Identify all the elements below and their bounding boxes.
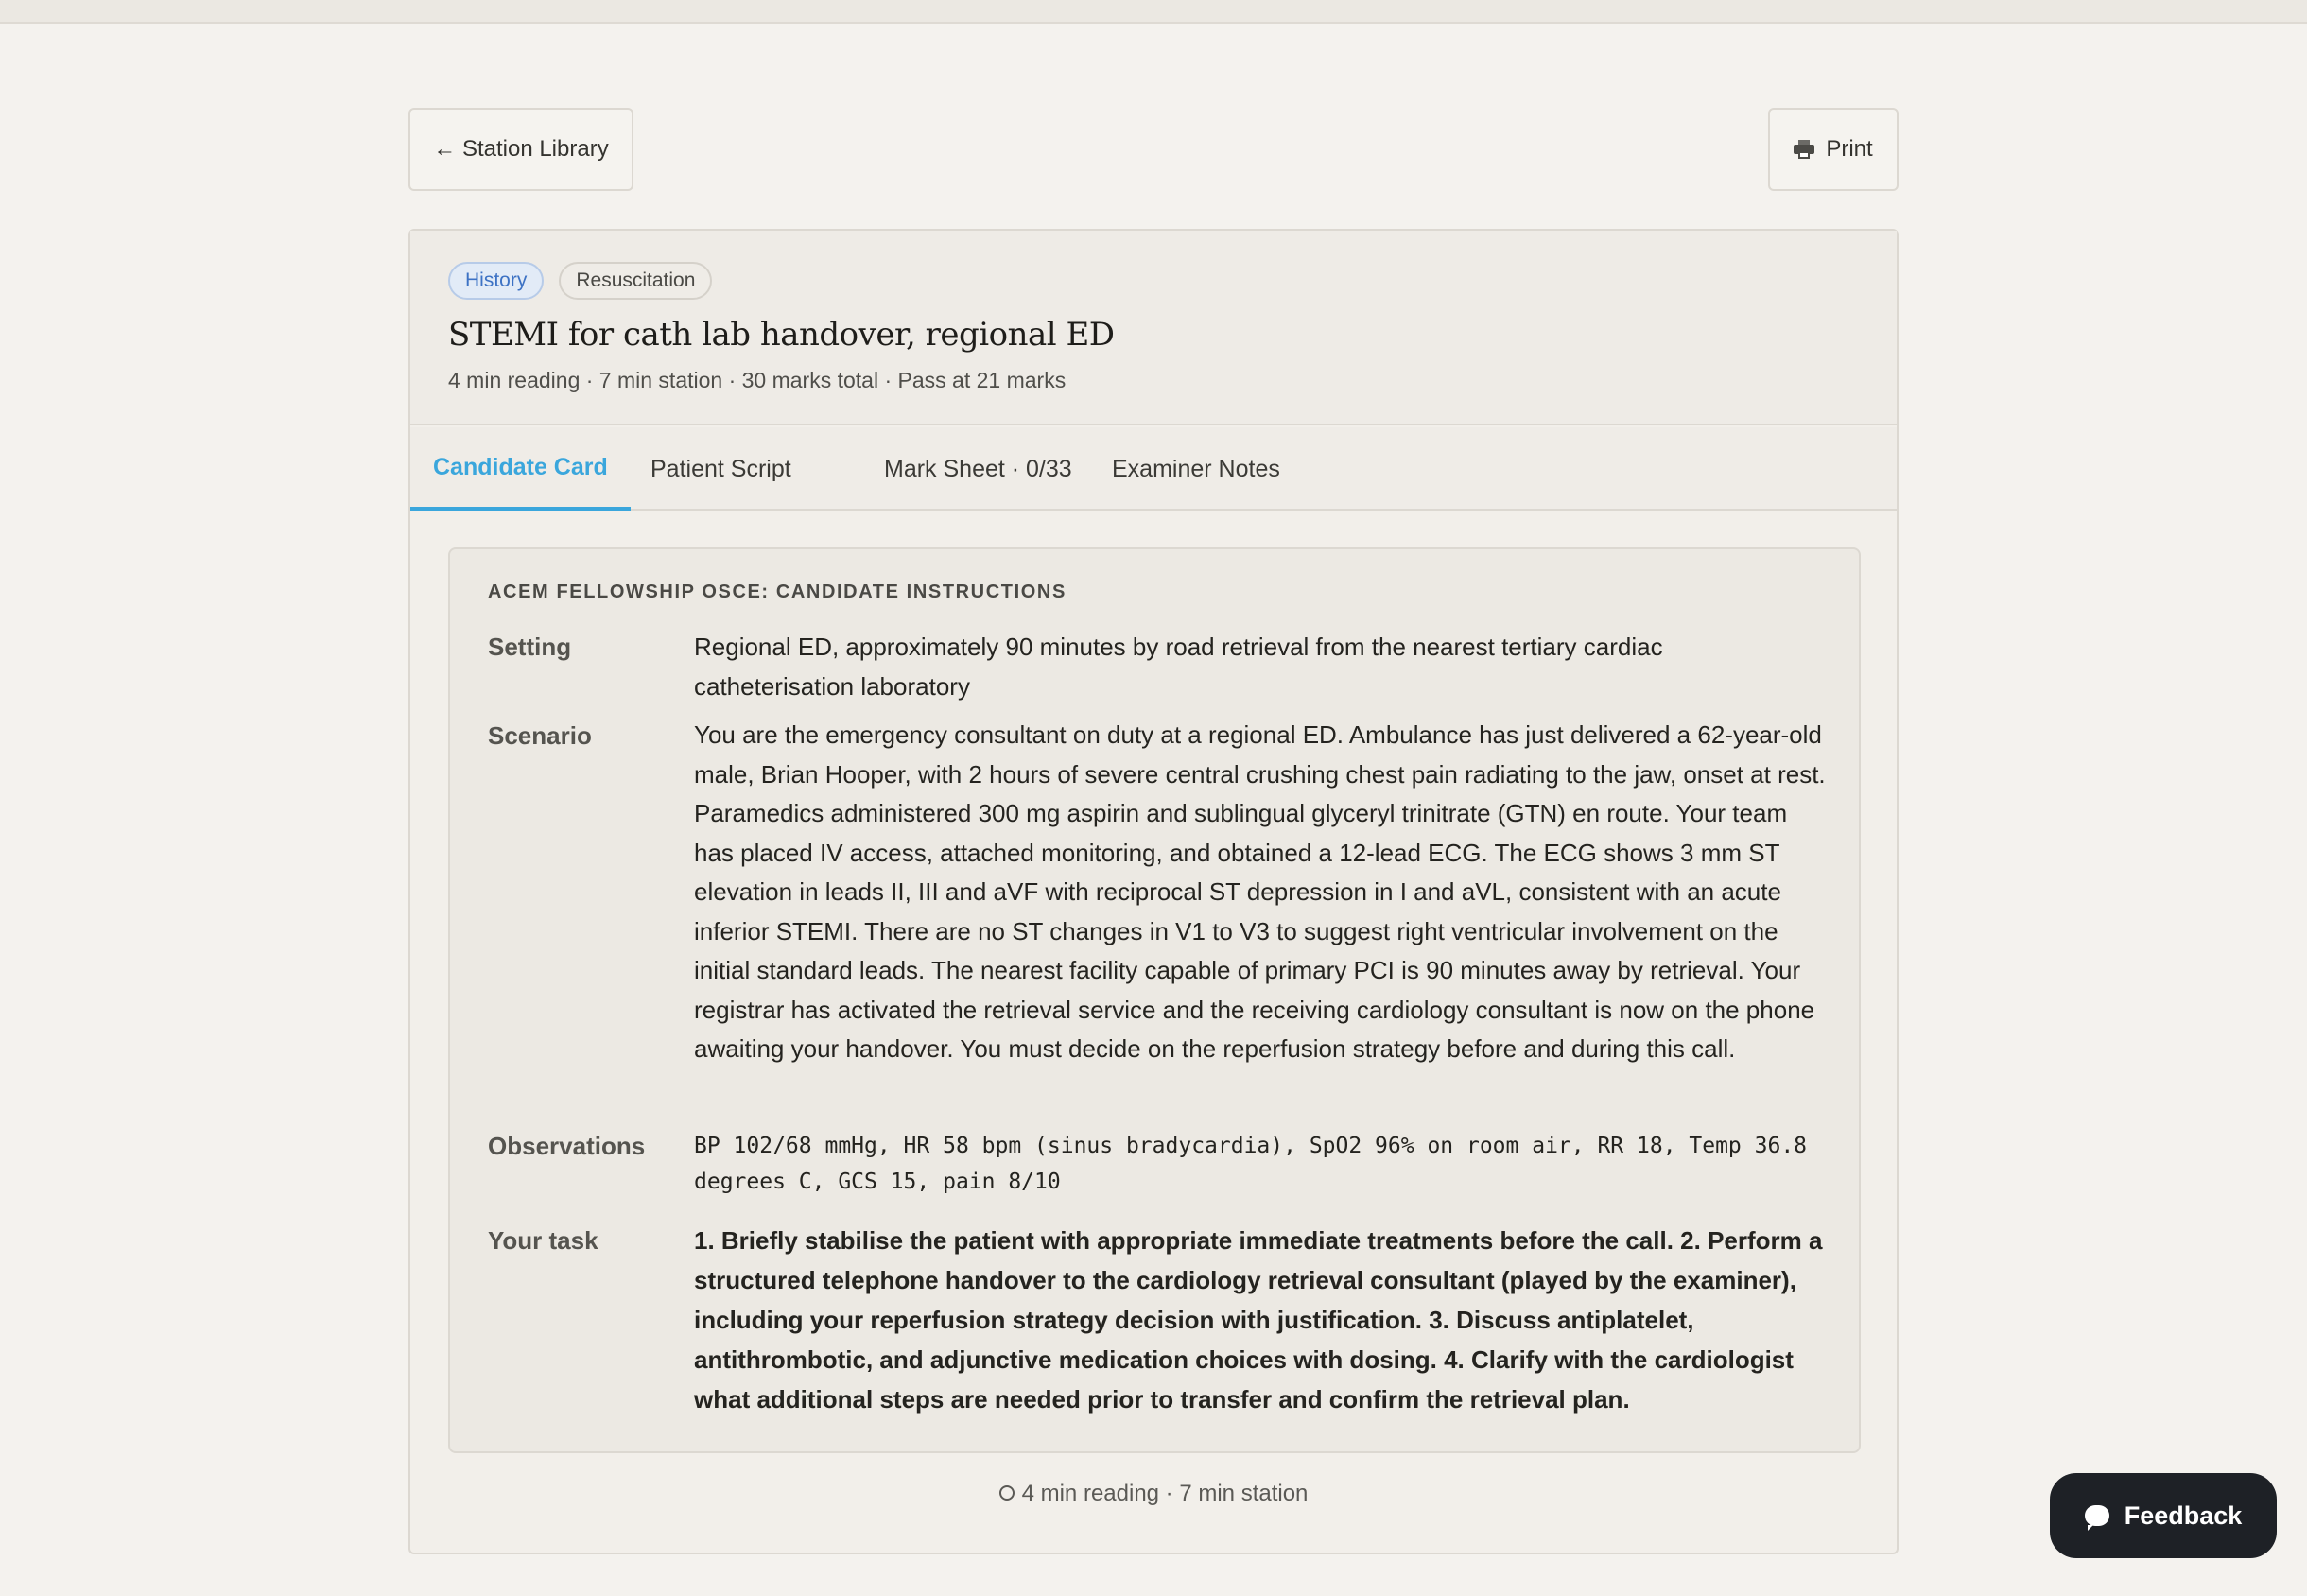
chat-bubble-icon bbox=[2085, 1505, 2109, 1526]
tab-candidate-card[interactable]: Candidate Card bbox=[410, 427, 631, 511]
tab-patient-script[interactable]: Patient Script bbox=[650, 455, 791, 482]
badge-history: History bbox=[448, 262, 544, 300]
station-header bbox=[410, 231, 1897, 425]
badge-group bbox=[448, 262, 712, 300]
back-button-label: ← Station Library bbox=[433, 136, 609, 162]
task-value: 1. Briefly stabilise the patient with appropriate immediate treatments before the call. 2. Perform a structured telephone handover to the cardiology retrieval consultant (played by the examiner), including your reperfusion strategy decision with justification. 3. Discuss antiplatelet, antithrombotic, and adjunctive medication choices with dosing. 4. Clarify with the cardiologist what additional steps are needed prior to transfer and confirm the retrieval plan. bbox=[694, 1226, 1823, 1414]
station-card bbox=[408, 229, 1899, 1554]
candidate-instructions-panel bbox=[448, 547, 1861, 1453]
scenario-value: You are the emergency consultant on duty at a regional ED. Ambulance has just delivered a 62-year-old male, Brian Hooper, with 2 hours of severe central crushing chest pain radiating to the jaw, onset at rest. Paramedics administered 300 mg aspirin and sublingual glyceryl trinitrate (GTN) en route. Your team has placed IV access, attached monitoring, and obtained a 12-lead ECG. The ECG shows 3 mm ST elevation in leads II, III and aVF with reciprocal ST depression in I and aVL, consistent with an acute inferior STEMI. There are no ST changes in V1 to V3 to suggest right ventricular involvement on the initial standard leads. The nearest facility capable of primary PCI is 90 minutes away by retrieval. Your registrar has activated the retrieval service and the receiving cardiology consultant is now on the phone awaiting your handover. You must decide on the reperfusion strategy before and during this call. bbox=[694, 720, 1826, 1063]
observations-label: Observations bbox=[488, 1132, 646, 1160]
setting-value: Regional ED, approximately 90 minutes by road retrieval from the nearest tertiary cardiac catheterisation laboratory bbox=[694, 633, 1663, 701]
station-timer bbox=[410, 1481, 1897, 1507]
tab-mark-sheet[interactable]: Mark Sheet · 0/33 bbox=[884, 455, 1072, 482]
print-button-label: Print bbox=[1826, 136, 1873, 162]
instructions-heading: ACEM FELLOWSHIP OSCE: CANDIDATE INSTRUCTIONS bbox=[488, 581, 1067, 602]
scenario-label: Scenario bbox=[488, 721, 592, 750]
station-title: STEMI for cath lab handover, regional ED bbox=[448, 316, 1115, 354]
setting-label: Setting bbox=[488, 633, 572, 661]
badge-resuscitation: Resuscitation bbox=[559, 262, 712, 300]
timer-icon bbox=[999, 1485, 1015, 1501]
tab-examiner-notes[interactable]: Examiner Notes bbox=[1112, 455, 1280, 482]
top-bar bbox=[0, 0, 2307, 24]
task-label: Your task bbox=[488, 1226, 598, 1255]
print-button[interactable] bbox=[1768, 108, 1899, 191]
timer-text: 4 min reading · 7 min station bbox=[1021, 1481, 1309, 1506]
tab-bar bbox=[410, 427, 1897, 511]
observations-value: BP 102/68 mmHg, HR 58 bpm (sinus bradycardia), SpO2 96% on room air, RR 18, Temp 36.8 degrees C, GCS 15, pain 8/10 bbox=[694, 1134, 1808, 1194]
feedback-label: Feedback bbox=[2124, 1501, 2243, 1530]
feedback-button[interactable] bbox=[2050, 1473, 2277, 1558]
back-to-station-library-button[interactable] bbox=[408, 108, 633, 191]
station-meta: 4 min reading · 7 min station · 30 marks total · Pass at 21 marks bbox=[448, 368, 1067, 392]
printer-icon bbox=[1794, 140, 1814, 159]
